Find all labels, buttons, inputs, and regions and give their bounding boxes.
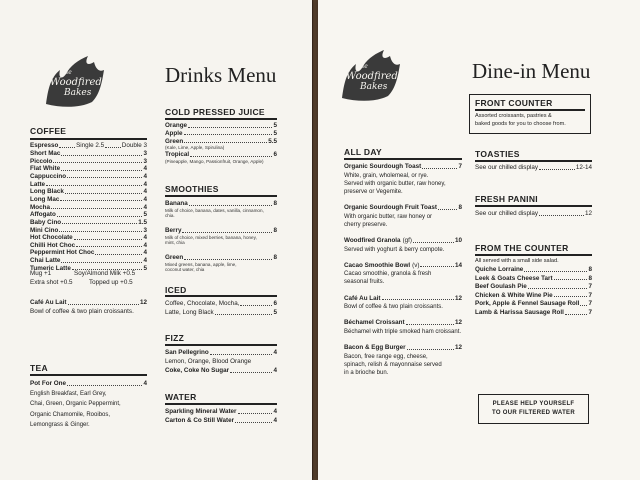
menu-item-coffee <box>30 211 147 219</box>
extra-soy-almond: Soy/Almond Milk +0.5 <box>74 270 136 277</box>
item-price: 4 <box>143 249 147 257</box>
leader-dots <box>59 142 75 148</box>
item-price: 5 <box>273 309 277 316</box>
smoothie-description: Mixed greens, banana, apple, lime, <box>165 261 237 267</box>
logo-text-the: the <box>358 63 368 70</box>
item-name: Chilli Hot Choc <box>30 241 76 249</box>
logo-text-the: the <box>62 69 72 76</box>
menu-item-smoothie <box>165 227 277 235</box>
front-counter-heading: FRONT COUNTER <box>475 98 553 108</box>
menu-item-coffee <box>30 219 147 227</box>
filtered-water-box <box>478 394 589 424</box>
leader-dots <box>580 300 587 306</box>
leader-dots <box>61 150 142 156</box>
menu-item-coffee <box>30 181 147 189</box>
item-name: Orange <box>165 122 188 129</box>
leader-dots <box>438 204 458 210</box>
item-price: 4 <box>143 380 147 387</box>
extra-shot: Extra shot +0.5 <box>30 279 73 286</box>
smoothies-rule <box>165 195 277 197</box>
fresh-panini-rule <box>475 205 592 207</box>
item-name: Short Mac <box>30 150 61 157</box>
water-rule <box>165 403 277 405</box>
iced-rule <box>165 295 277 297</box>
from-the-counter-heading: FROM THE COUNTER <box>475 243 569 253</box>
all-day-description: preserve or Vegemite. <box>344 188 403 195</box>
item-price: 4 <box>143 180 147 188</box>
menu-item-juice <box>165 130 277 138</box>
item-name: Mini Cino <box>30 226 59 234</box>
leader-dots <box>240 300 272 306</box>
toasties-row <box>475 164 592 172</box>
item-name: Pork, Apple & Fennel Sausage Roll <box>475 300 580 308</box>
leader-dots <box>422 163 457 169</box>
menu-item-pot-for-one <box>30 380 147 388</box>
item-name: Café Au Lait <box>30 299 67 306</box>
item-name: Organic Sourdough Toast <box>344 163 422 170</box>
leader-dots <box>382 295 454 301</box>
leader-dots <box>57 211 143 217</box>
menu-item-counter <box>475 309 592 317</box>
leader-dots <box>565 309 588 315</box>
leader-dots <box>62 219 137 225</box>
item-name: Green <box>165 254 184 261</box>
leader-dots <box>210 349 273 355</box>
item-price: 4 <box>143 195 147 203</box>
item-price: 5 <box>273 129 277 137</box>
smoothie-description: Milk of choice, mixed berries, banana, honey, <box>165 234 257 240</box>
logo-text-woodfired: Woodfired <box>346 71 398 82</box>
item-price: 4 <box>143 165 147 173</box>
logo-text-bakes: Bakes <box>360 82 388 92</box>
all-day-description: in a brioche bun. <box>344 369 389 376</box>
item-name: Flat White <box>30 165 61 173</box>
menu-item-all-day <box>344 204 462 212</box>
item-name: Quiche Lorraine <box>475 266 524 273</box>
item-price: 8 <box>273 254 277 261</box>
all-day-heading: ALL DAY <box>344 147 382 157</box>
menu-item-coffee <box>30 196 147 204</box>
item-name: Café Au Lait <box>344 294 381 302</box>
leader-dots <box>105 142 121 148</box>
all-day-description: seasonal fruits. <box>344 279 385 286</box>
juice-description: (Kale, Lime, Apple, Spirulina) <box>165 144 225 150</box>
dine-in-menu-page <box>318 0 640 480</box>
menu-item-all-day <box>344 262 462 270</box>
from-the-counter-rule <box>475 254 592 256</box>
logo-text-bakes: Bakes <box>64 88 92 98</box>
leader-dots <box>189 200 273 206</box>
item-price: 3 <box>143 226 147 234</box>
smoothie-description: mint, chia <box>165 240 185 245</box>
toasties-rule <box>475 160 592 162</box>
extra-topped-up: Topped up +0.5 <box>89 279 133 286</box>
leader-dots <box>61 165 142 171</box>
item-name: Coke, Coke No Sugar <box>165 367 230 374</box>
leader-dots <box>539 210 584 216</box>
item-name: Sparkling Mineral Water <box>165 408 237 415</box>
item-price: 4 <box>143 257 147 265</box>
cold-pressed-juice-heading: COLD PRESSED JUICE <box>165 107 265 117</box>
item-price: 4 <box>143 188 147 196</box>
menu-item-coffee <box>30 265 147 273</box>
menu-item-coffee <box>30 150 147 158</box>
leader-dots <box>238 408 273 414</box>
leader-dots <box>53 158 142 164</box>
tea-rule <box>30 374 147 376</box>
item-price: 4 <box>143 172 147 180</box>
cafe-au-lait-desc: Bowl of coffee & two plain croissants. <box>30 308 134 315</box>
leader-dots <box>406 319 454 325</box>
item-name: Piccolo <box>30 157 53 165</box>
item-name: Berry <box>165 227 182 234</box>
item-price: 4 <box>273 408 277 415</box>
menu-item-all-day <box>344 319 462 327</box>
smoothie-description: chia. <box>165 213 175 218</box>
item-price: 6 <box>273 300 277 307</box>
coffee-rule <box>30 138 147 140</box>
item-name: Apple <box>165 129 183 137</box>
item-name: Peppermint Hot Choc <box>30 249 95 257</box>
leader-dots <box>68 299 139 305</box>
item-name: San Pellegrino <box>165 349 209 356</box>
menu-item-smoothie <box>165 254 277 262</box>
item-price: 4 <box>143 234 147 242</box>
item-name: Espresso <box>30 142 59 149</box>
menu-item-cafe-au-lait <box>30 299 147 307</box>
menu-item-coffee <box>30 173 147 181</box>
fresh-panini-heading: FRESH PANINI <box>475 194 538 204</box>
fizz-heading: FIZZ <box>165 333 185 343</box>
item-name: Cappuccino <box>30 172 67 180</box>
item-price: 4 <box>143 241 147 249</box>
item-price: 5.5 <box>268 137 277 145</box>
item-name: Banana <box>165 200 188 207</box>
leader-dots <box>95 249 142 255</box>
tea-variety-line: English Breakfast, Earl Grey, <box>30 391 107 397</box>
item-price: 12 <box>454 319 462 327</box>
leader-dots <box>59 227 142 233</box>
item-price: 4 <box>273 417 277 424</box>
item-price: 5 <box>273 122 277 129</box>
leader-dots <box>407 344 454 350</box>
menu-item-coffee <box>30 165 147 173</box>
menu-item-coffee <box>30 227 147 235</box>
item-name: Chai Latte <box>30 257 61 265</box>
drinks-menu-title: Drinks Menu <box>165 63 277 87</box>
item-name: Latte, Long Black <box>165 309 214 316</box>
item-price: 12 <box>454 294 462 302</box>
menu-item-water <box>165 417 277 425</box>
item-name: Tropical <box>165 151 190 159</box>
item-name: See our chilled display <box>475 210 539 217</box>
item-name: See our chilled display <box>475 164 539 171</box>
woodfired-bakes-logo <box>340 46 402 104</box>
menu-item-coffee <box>30 204 147 212</box>
menu-item-all-day <box>344 295 462 303</box>
menu-item-coffee <box>30 249 147 257</box>
item-price: 10 <box>454 237 462 244</box>
leader-dots <box>215 309 273 315</box>
dine-in-menu-title: Dine-in Menu <box>472 59 591 83</box>
leader-dots <box>554 275 588 281</box>
all-day-description: Béchamel with triple smoked ham croissant. <box>344 328 462 335</box>
item-name: Bacon & Egg Burger <box>344 344 406 351</box>
leader-dots <box>182 227 272 233</box>
item-name: Leek & Goats Cheese Tart <box>475 274 553 282</box>
all-day-description: Cacao smoothie, granola & fresh <box>344 271 432 278</box>
item-price: 5 <box>143 264 147 272</box>
item-tag: (v) <box>412 261 420 269</box>
fizz-rule <box>165 344 277 346</box>
item-name: Affogato <box>30 211 56 219</box>
leader-dots <box>46 181 142 187</box>
menu-item-espresso <box>30 142 147 150</box>
front-counter-line-2: baked goods for you to choose from. <box>475 120 566 127</box>
leader-dots <box>420 262 454 268</box>
all-day-description: With organic butter, raw honey or <box>344 213 433 220</box>
extra-mug: Mug +1 <box>30 270 52 277</box>
menu-item-fizz <box>165 358 277 366</box>
item-price: 7 <box>588 300 592 308</box>
leader-dots <box>413 237 454 243</box>
leader-dots <box>184 138 267 144</box>
item-price-double: Double 3 <box>121 142 147 149</box>
filtered-water-line-1: PLEASE HELP YOURSELF <box>492 401 575 407</box>
all-day-rule <box>344 158 462 160</box>
menu-item-coffee <box>30 188 147 196</box>
menu-item-juice <box>165 122 277 130</box>
smoothie-description: coconut water, chia <box>165 267 205 272</box>
water-heading: WATER <box>165 392 197 402</box>
item-price: 8 <box>273 227 277 234</box>
item-price: 1.5 <box>138 218 147 226</box>
item-price: 8 <box>588 274 592 282</box>
leader-dots <box>76 242 142 248</box>
item-price: 6 <box>273 151 277 159</box>
item-name: Green <box>165 137 184 145</box>
item-price: 3 <box>143 157 147 165</box>
leader-dots <box>524 266 587 272</box>
leader-dots <box>61 257 142 263</box>
all-day-description: spinach, relish & mayonnaise served <box>344 361 442 368</box>
item-price-single: Single 2.5 <box>76 142 105 149</box>
menu-item-coffee <box>30 242 147 250</box>
menu-item-all-day <box>344 237 462 245</box>
item-price: 8 <box>273 200 277 207</box>
menu-item-coffee <box>30 257 147 265</box>
item-name: Mocha <box>30 203 50 211</box>
leader-dots <box>184 254 272 260</box>
item-name: Baby Cino <box>30 218 62 226</box>
menu-item-counter <box>475 283 592 291</box>
all-day-description: Bacon, free range egg, cheese, <box>344 353 428 360</box>
item-price: 14 <box>454 261 462 269</box>
item-name: Organic Sourdough Fruit Toast <box>344 204 437 212</box>
fresh-panini-row <box>475 210 592 218</box>
menu-item-counter <box>475 275 592 283</box>
tea-variety-line: Lemongrass & Ginger. <box>30 421 90 428</box>
item-name: Cacao Smoothie Bowl <box>344 261 411 269</box>
item-price: 5 <box>143 211 147 219</box>
leader-dots <box>72 265 143 271</box>
leader-dots <box>230 367 272 373</box>
item-price: 12 <box>454 344 462 351</box>
menu-item-smoothie <box>165 200 277 208</box>
item-price: 4 <box>143 203 147 211</box>
item-name: Carton & Co Still Water <box>165 417 235 424</box>
item-name: Woodfired Granola <box>344 237 401 244</box>
leader-dots <box>67 380 142 386</box>
item-name: Chicken & White Wine Pie <box>475 291 553 299</box>
item-price: 7 <box>588 283 592 291</box>
from-the-counter-note: All served with a small side salad. <box>475 258 559 264</box>
item-tag: (gf) <box>402 237 413 244</box>
leader-dots <box>184 130 273 136</box>
front-counter-rule <box>475 109 585 111</box>
item-name: Beef Goulash Pie <box>475 283 527 291</box>
all-day-description: cherry preserve. <box>344 221 388 228</box>
item-name: Long Mac <box>30 195 60 203</box>
leader-dots <box>235 417 272 423</box>
leader-dots <box>67 173 142 179</box>
filtered-water-line-2: TO OUR FILTERED WATER <box>492 410 575 416</box>
juice-description: (Pineapple, Mango, Passionfruit, Orange, Apple) <box>165 158 264 164</box>
coffee-heading: COFFEE <box>30 126 67 136</box>
all-day-description: Served with yoghurt & berry compote. <box>344 246 445 253</box>
item-price: 7 <box>588 309 592 316</box>
menu-item-iced <box>165 309 277 317</box>
menu-item-coffee <box>30 158 147 166</box>
menu-item-counter <box>475 266 592 274</box>
item-price: 7 <box>458 163 462 170</box>
toasties-heading: TOASTIES <box>475 149 520 159</box>
menu-item-water <box>165 408 277 416</box>
leader-dots <box>539 164 575 170</box>
all-day-description: Served with organic butter, raw honey, <box>344 180 446 187</box>
drinks-menu-page <box>0 0 312 480</box>
item-price: 7 <box>588 291 592 299</box>
item-name: Lamb & Harissa Sausage Roll <box>475 309 564 316</box>
item-name: Béchamel Croissant <box>344 319 405 327</box>
leader-dots <box>65 188 143 194</box>
item-name: Latte <box>30 180 46 188</box>
item-price: 4 <box>273 349 277 356</box>
leader-dots <box>60 196 142 202</box>
item-price: 8 <box>588 266 592 273</box>
leader-dots <box>554 292 588 298</box>
tea-heading: TEA <box>30 363 48 373</box>
item-name: Hot Chocolate <box>30 234 73 242</box>
menu-item-coffee <box>30 234 147 242</box>
tea-variety-line: Organic Chamomile, Rooibos, <box>30 411 111 418</box>
smoothie-description: Milk of choice, banana, dates, vanilla, cinnamon, <box>165 207 264 213</box>
leader-dots <box>188 122 272 128</box>
smoothies-heading: SMOOTHIES <box>165 184 219 194</box>
item-name: Long Black <box>30 188 64 196</box>
item-price: 12 <box>584 210 592 217</box>
leader-dots <box>74 234 143 240</box>
menu-item-fizz <box>165 349 277 357</box>
menu-item-counter <box>475 300 592 308</box>
item-name: Lemon, Orange, Blood Orange <box>165 358 252 365</box>
tea-variety-line: Chai, Green, Organic Peppermint, <box>30 401 121 408</box>
item-price: 4 <box>273 367 277 374</box>
all-day-description: Bowl of coffee & two plain croissants. <box>344 304 443 311</box>
item-name: Coffee, Chocolate, Mocha, <box>165 300 240 307</box>
iced-heading: ICED <box>165 285 187 295</box>
all-day-description: White, grain, wholemeal, or rye. <box>344 172 429 179</box>
item-price: 12-14 <box>575 164 592 171</box>
leader-dots <box>528 283 588 289</box>
item-price: 3 <box>143 150 147 157</box>
leader-dots <box>190 151 272 157</box>
item-price: 8 <box>458 204 462 212</box>
item-name: Pot For One <box>30 380 67 387</box>
front-counter-line-1: Assorted croissants, pastries & <box>475 113 552 119</box>
item-name: Tumeric Latte <box>30 264 71 272</box>
leader-dots <box>51 204 143 210</box>
menu-item-all-day <box>344 344 462 352</box>
logo-text-woodfired: Woodfired <box>50 77 102 88</box>
menu-item-all-day <box>344 163 462 171</box>
woodfired-bakes-logo <box>44 52 106 110</box>
menu-item-fizz <box>165 367 277 375</box>
cold-pressed-rule <box>165 118 277 120</box>
menu-item-counter <box>475 292 592 300</box>
item-price: 12 <box>139 299 147 306</box>
menu-item-iced <box>165 300 277 308</box>
